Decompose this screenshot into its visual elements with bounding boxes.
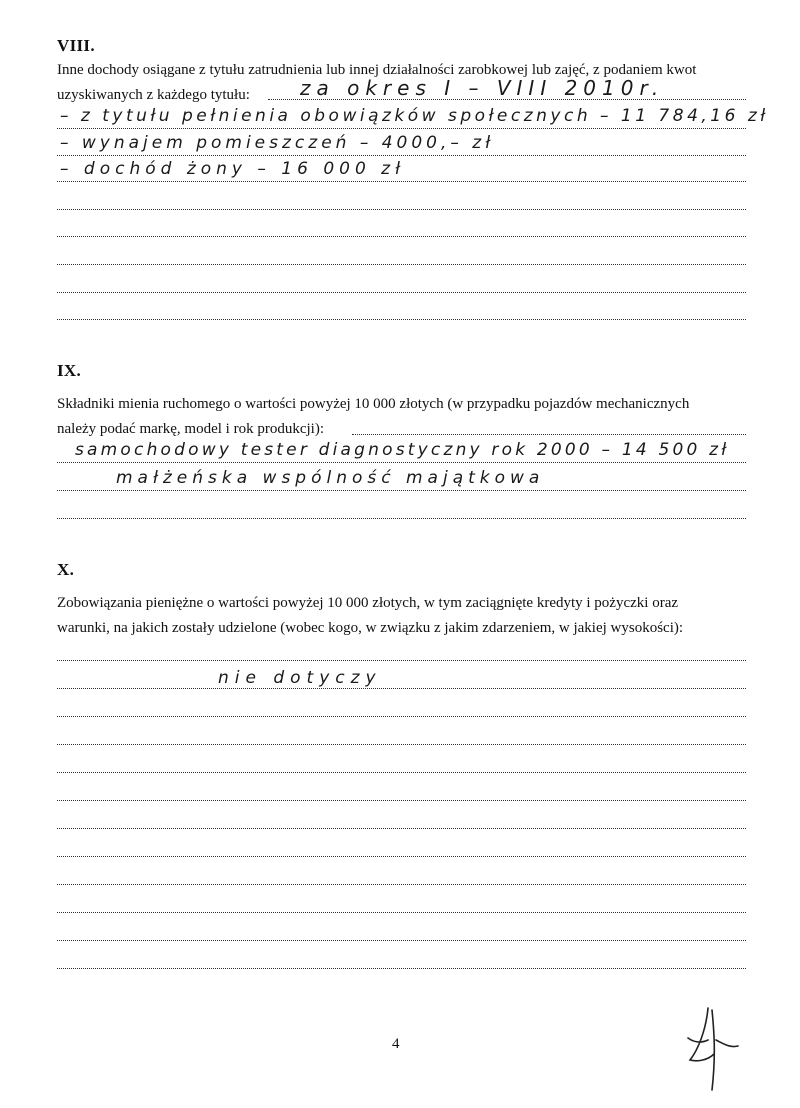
- handwritten-signature: [668, 1000, 748, 1095]
- handwritten-joint-property: małżeńska wspólność majątkowa: [116, 468, 545, 488]
- dotted-line: [57, 209, 746, 210]
- dotted-line: [57, 716, 746, 717]
- handwritten-period: za okres I – VIII 2010r.: [300, 76, 665, 100]
- dotted-line: [57, 856, 746, 857]
- dotted-line: [57, 236, 746, 237]
- dotted-line: [57, 155, 746, 156]
- handwritten-not-applicable: nie dotyczy: [218, 668, 382, 688]
- section-viii-text-line1: Inne dochody osiągane z tytułu zatrudnienia lub innej działalności zarobkowej lub zajęć, z podaniem kwot: [57, 62, 697, 78]
- section-x-text-line2: warunki, na jakich zostały udzielone (wobec kogo, w związku z jakim zdarzeniem, w jakiej wysokości):: [57, 620, 684, 636]
- dotted-line: [57, 264, 746, 265]
- section-viii-text-line2: uzyskiwanych z każdego tytułu:: [57, 87, 250, 103]
- dotted-line: [57, 772, 746, 773]
- dotted-line: [57, 292, 746, 293]
- dotted-line: [57, 912, 746, 913]
- page-number: 4: [392, 1036, 400, 1052]
- dotted-line: [352, 434, 746, 435]
- section-x-text-line1: Zobowiązania pieniężne o wartości powyżej 10 000 złotych, w tym zaciągnięte kredyty i pożyczki oraz: [57, 595, 679, 611]
- dotted-line: [57, 181, 746, 182]
- dotted-line: [57, 490, 746, 491]
- section-ix-heading: IX.: [57, 361, 82, 380]
- section-ix-text-line1: Składniki mienia ruchomego o wartości powyżej 10 000 złotych (w przypadku pojazdów mechanicznych: [57, 396, 690, 412]
- dotted-line: [57, 968, 746, 969]
- dotted-line: [57, 128, 746, 129]
- dotted-line: [57, 660, 746, 661]
- section-x-heading: X.: [57, 560, 75, 579]
- section-viii-heading: VIII.: [57, 36, 95, 55]
- dotted-line: [57, 319, 746, 320]
- dotted-line: [57, 940, 746, 941]
- dotted-line: [57, 744, 746, 745]
- dotted-line: [57, 518, 746, 519]
- dotted-line: [57, 884, 746, 885]
- dotted-line: [57, 828, 746, 829]
- handwritten-income-3: – dochód żony – 16 000 zł: [60, 159, 405, 179]
- section-x-text: [57, 591, 747, 641]
- handwritten-income-2: – wynajem pomieszczeń – 4000,– zł: [60, 133, 495, 153]
- dotted-line: [57, 800, 746, 801]
- handwritten-income-1: – z tytułu pełnienia obowiązków społecznych – 11 784,16 zł: [60, 106, 769, 126]
- dotted-line: [57, 688, 746, 689]
- handwritten-movable-asset: samochodowy tester diagnostyczny rok 2000 – 14 500 zł: [75, 440, 730, 460]
- section-ix-text-line2: należy podać markę, model i rok produkcji):: [57, 421, 324, 437]
- dotted-line: [57, 462, 746, 463]
